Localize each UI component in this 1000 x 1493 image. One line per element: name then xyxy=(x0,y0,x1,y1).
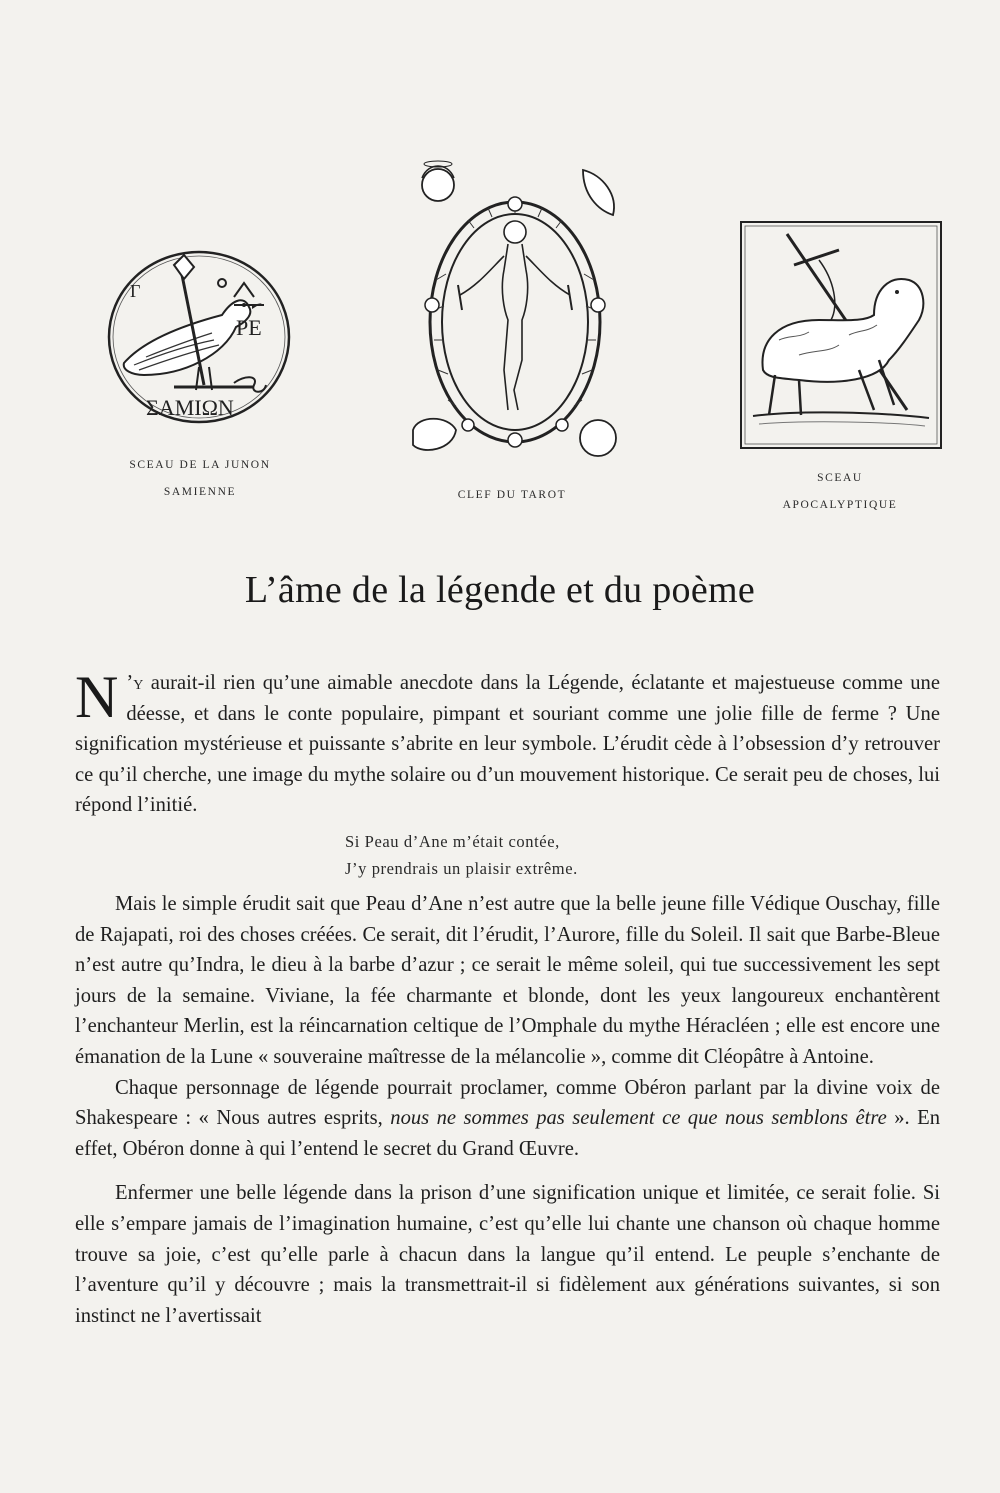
caption-line: SCEAU xyxy=(817,472,863,484)
oberon-after: ». En effet, Obéron donne à qui l’entend le secret du Grand Œuvre. xyxy=(75,1107,940,1160)
drop-cap: N xyxy=(75,664,119,730)
coin-inscription-bottom: ΣAMIΩN xyxy=(146,395,234,420)
caption-tarot xyxy=(412,482,612,509)
paragraph-oberon xyxy=(75,1073,940,1165)
caption-line: SAMIENNE xyxy=(163,486,237,498)
intro-paragraph xyxy=(75,664,940,821)
intro-lead: ’y xyxy=(126,672,144,694)
intro-text: aurait-il rien qu’une aimable anecdote dans la Légende, éclatante et majestueuse comme une déesse, et dans le conte populaire, pimpant et souriant comme une jolie fille de ferme ? Une signification mystérieuse et puissante s’abrite en leur symbole. L’érudit cède à l’obsession d’y retrouver ce qu’il cherche, une image du mythe solaire ou d’un mouvement historique. Ce serait peu de choses, lui répond l’initié. xyxy=(75,672,940,817)
paragraph: Mais le simple érudit sait que Peau d’Ane n’est autre que la belle jeune fille Védique Ouschay, fille de Rajapati, roi des choses créées. Ce serait, dit l’érudit, l’Aurore, fille du Soleil. Il sait que Barbe-Bleue n’est autre qu’Indra, le dieu à la barbe d’azur ; ce serait le même soleil, qui tue successivement les sept jours de la semaine. Viviane, la fée charmante et blonde, dont les yeux langoureux enchantèrent l’enchanteur Merlin, est la réincarnation celtique de l’Omphale du mythe Héracléen ; elle est encore une émanation de la Lune « souveraine maîtresse de la mélancolie », comme dit Cléopâtre à Antoine. xyxy=(75,893,940,1068)
page-title: L’âme de la légende et du poème xyxy=(244,569,756,611)
caption-line: SCEAU DE LA JUNON xyxy=(129,459,271,471)
caption-line: APOCALYPTIQUE xyxy=(782,499,898,511)
verse-line: Si Peau d’Ane m’était contée, xyxy=(345,832,560,851)
oberon-italic: nous ne sommes pas seulement ce que nous semblons être xyxy=(390,1107,887,1130)
tarot-wreath-figure-icon xyxy=(408,160,623,465)
caption-line: CLEF DU TAROT xyxy=(457,489,567,501)
lamb-cross-seal-icon xyxy=(739,220,944,450)
caption-apocalyptique xyxy=(740,465,940,519)
caption-junon xyxy=(100,452,300,506)
coin-bird-seal-icon xyxy=(104,245,294,425)
oberon-before: Chaque personnage de légende pourrait proclamer, comme Obéron parlant par la divine voix de Shakespeare : « Nous autres esprits, xyxy=(75,1076,940,1130)
verse-line: J’y prendrais un plaisir extrême. xyxy=(345,859,578,878)
coin-inscription-top: PE xyxy=(236,315,262,340)
svg-text:Γ: Γ xyxy=(130,281,141,301)
verse-quote xyxy=(345,828,745,882)
body-text xyxy=(75,889,940,1331)
paragraph-last: Enfermer une belle légende dans la prison d’une signification unique et limitée, ce serait folie. Si elle s’empare jamais de l’imagination humaine, c’est qu’elle lui chante une chanson où chaque homme trouve sa joie, c’est qu’elle parle à chacun dans la langue qu’il entend. Le peuple s’enchante de l’aventure qu’il y découvre ; mais la transmettrait-il si fidèlement aux générations suivantes, si son instinct ne l’avertissait xyxy=(75,1182,940,1327)
